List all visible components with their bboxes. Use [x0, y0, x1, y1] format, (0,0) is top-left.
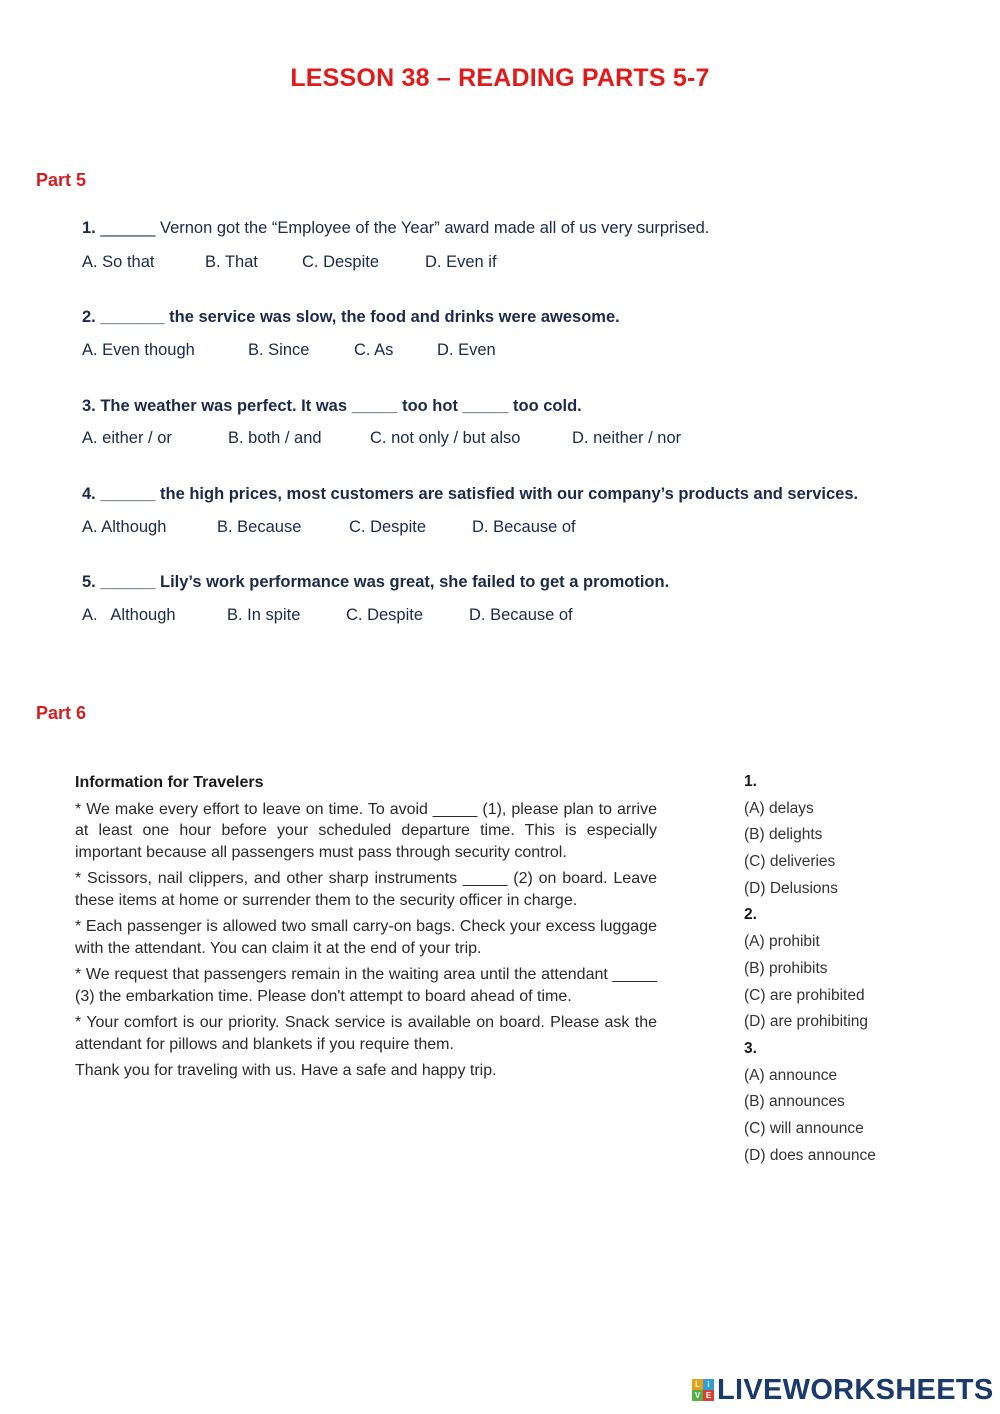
- option-a[interactable]: A. Even though: [82, 341, 195, 359]
- question-5: [82, 573, 669, 592]
- answer-option[interactable]: (A) announce: [744, 1066, 838, 1084]
- answer-option[interactable]: (B) delights: [744, 826, 823, 844]
- question-text: ______ the high prices, most customers are satisfied with our company’s products and services.: [95, 485, 859, 503]
- passage-paragraph-1: * We make every effort to leave on time. To avoid _____ (1), please plan to arrive at least one hour before your scheduled departure time. This is especially important because all passengers must pass through security control.: [75, 800, 657, 861]
- option-c[interactable]: C. As: [354, 341, 394, 359]
- answer-option[interactable]: (A) delays: [744, 799, 814, 817]
- passage-paragraph-2: * Scissors, nail clippers, and other sharp instruments _____ (2) on board. Leave these items at home or surrender them to the security officer in charge.: [75, 870, 657, 909]
- option-a[interactable]: A. either / or: [82, 429, 172, 447]
- option-d[interactable]: D. neither / nor: [572, 429, 682, 447]
- passage-closing: Thank you for traveling with us. Have a safe and happy trip.: [75, 1062, 497, 1079]
- answer-option[interactable]: (B) announces: [744, 1093, 845, 1111]
- answer-option[interactable]: (D) Delusions: [744, 879, 838, 897]
- answer-number: 2.: [744, 906, 757, 924]
- option-d[interactable]: D. Even: [437, 341, 496, 359]
- option-d[interactable]: D. Because of: [472, 518, 576, 536]
- option-d[interactable]: D. Even if: [425, 253, 497, 271]
- logo-letter: V: [692, 1390, 703, 1401]
- option-b[interactable]: B. Because: [217, 518, 302, 536]
- part5-heading: Part 5: [36, 170, 87, 190]
- passage-paragraph-4: * We request that passengers remain in the waiting area until the attendant _____ (3) the embarkation time. Please don't attempt to board ahead of time.: [75, 966, 657, 1005]
- question-text: The weather was perfect. It was _____ too hot _____ too cold.: [95, 397, 582, 415]
- answer-option[interactable]: (C) are prohibited: [744, 986, 865, 1004]
- option-b[interactable]: B. both / and: [228, 429, 322, 447]
- question-number: 1.: [82, 219, 96, 237]
- liveworksheets-brand: [692, 1372, 994, 1408]
- question-text: ______ Vernon got the “Employee of the Year” award made all of us very surprised.: [95, 219, 710, 237]
- part6-answer-options: [744, 772, 876, 1172]
- travelers-passage: [75, 772, 657, 1087]
- question-number: 5.: [82, 573, 96, 591]
- option-c[interactable]: C. Despite: [302, 253, 380, 271]
- option-a[interactable]: A. Although: [82, 518, 167, 536]
- answer-option[interactable]: (C) deliveries: [744, 853, 836, 871]
- option-b[interactable]: B. Since: [248, 341, 310, 359]
- answer-option[interactable]: (C) will announce: [744, 1119, 864, 1137]
- liveworksheets-logo-icon: [692, 1379, 714, 1401]
- option-a[interactable]: A. Although: [82, 606, 176, 624]
- question-number: 3.: [82, 397, 96, 415]
- brand-text: LIVEWORKSHEETS: [717, 1373, 994, 1406]
- option-d[interactable]: D. Because of: [469, 606, 573, 624]
- question-2: [82, 308, 620, 327]
- question-number: 2.: [82, 308, 96, 326]
- question-4: [82, 485, 858, 504]
- passage-title: Information for Travelers: [75, 774, 264, 791]
- option-c[interactable]: C. not only / but also: [370, 429, 521, 447]
- option-a[interactable]: A. So that: [82, 253, 155, 271]
- question-1: [82, 219, 709, 238]
- passage-paragraph-3: * Each passenger is allowed two small carry-on bags. Check your excess luggage with the attendant. You can claim it at the end of your trip.: [75, 918, 657, 957]
- option-b[interactable]: B. That: [205, 253, 258, 271]
- question-number: 4.: [82, 485, 96, 503]
- answer-option[interactable]: (A) prohibit: [744, 933, 820, 951]
- answer-option[interactable]: (D) are prohibiting: [744, 1013, 869, 1031]
- logo-letter: i: [703, 1379, 714, 1390]
- option-c[interactable]: C. Despite: [346, 606, 424, 624]
- logo-letter: L: [692, 1379, 703, 1390]
- question-text: ______ Lily’s work performance was great, she failed to get a promotion.: [95, 573, 670, 591]
- part6-heading: Part 6: [36, 703, 87, 723]
- answer-option[interactable]: (D) does announce: [744, 1146, 876, 1164]
- logo-letter: E: [703, 1390, 714, 1401]
- option-c[interactable]: C. Despite: [349, 518, 427, 536]
- answer-option[interactable]: (B) prohibits: [744, 959, 828, 977]
- answer-number: 1.: [744, 773, 757, 790]
- page-title: LESSON 38 – READING PARTS 5-7: [290, 64, 710, 92]
- question-text: _______ the service was slow, the food and drinks were awesome.: [95, 308, 620, 326]
- passage-paragraph-5: * Your comfort is our priority. Snack service is available on board. Please ask the attendant for pillows and blankets if you require them.: [75, 1014, 657, 1053]
- question-3: [82, 397, 582, 416]
- option-b[interactable]: B. In spite: [227, 606, 301, 624]
- answer-number: 3.: [744, 1039, 757, 1057]
